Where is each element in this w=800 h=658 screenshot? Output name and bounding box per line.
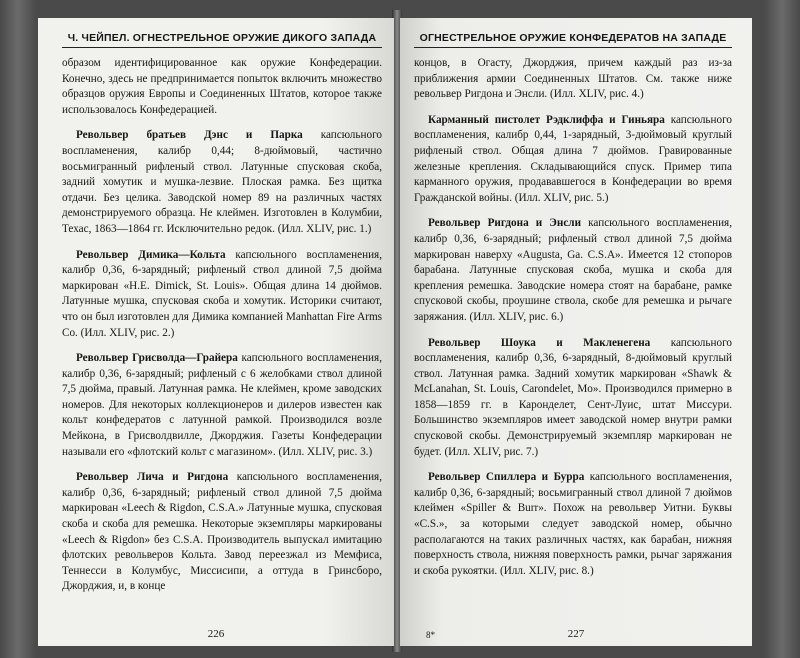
paragraph-title: Револьвер Грисволда—Грайера (76, 352, 238, 365)
left-paragraph-2 (62, 248, 382, 342)
paragraph-text: капсюльного воспламенения, калибр 0,44; 8-дюймовый, частично восьмигранный рифленый ствол. Латунные спусковая скоба, задний хомутик и мушка-лезвие. Плоская рамка. Без щитка отдачи. Без целика. Заводской номер 89 на различных частях демонстрируемого образца. Не клеймен. Изготовлен в Колумбии, Техас, 1863—1864 гг. Исключительно редок. (Илл. XLIV, рис. 1.) (62, 129, 382, 235)
left-page-number: 226 (207, 628, 225, 640)
paragraph-text: капсюльного воспламенения, калибр 0,36, 6-зарядный; рифленый ствол длиной 7,5 дюйма маркирован «H.E. Dimick, St. Louis». Общая длина 14 дюймов. Латунные мушка, спусковая скоба и хомутик. Историки считают, что он был изготовлен для Димика компанией Manhattan Fire Arms Co. (Илл. XLIV, рис. 2.) (62, 248, 383, 339)
right-paragraph-4 (414, 470, 732, 579)
paragraph-text: капсюльного воспламенения, калибр 0,36, 6-зарядный; восьмигранный ствол длиной 7 дюймов клеймен «Spiller & Burr». Похож на револьвер Уитни. Буквы «C.S.», за которыми следует заводской номер, обычно располагаются на таких различных частях, как барабан, нижняя поверхность ствола, нижняя поверхность рамки, рычаг заряжания и скоба рукоятки. (Илл. XLIV, рис. 8.) (414, 471, 732, 577)
left-paragraph-3 (62, 351, 382, 460)
signature-mark: 8* (426, 630, 435, 640)
right-paragraph-2 (414, 216, 732, 325)
left-page (38, 18, 394, 646)
paragraph-title: Револьвер Спиллера и Бурра (428, 471, 585, 484)
right-paragraph-1 (414, 113, 732, 207)
paragraph-title: Револьвер Шоука и Макленегена (428, 336, 651, 349)
right-paragraph-3 (414, 336, 732, 461)
paragraph-title: Карманный пистолет Рэдклиффа и Гиньяра (428, 113, 665, 126)
paragraph-text: капсюльного воспламенения, калибр 0,44, 1-зарядный, 3-дюймовый круглый рифленый ствол. Общая длина 7 дюймов. Гравированные железные крепления. Складывающийся спуск. Пример типа карманного оружия, продававшегося в Конфедерации во время Гражданской войны. (Илл. XLIV, рис. 5.) (414, 113, 732, 204)
paragraph-text: капсюльного воспламенения, калибр 0,36, 6-зарядный; рифленый с 6 желобками ствол длиной 7,5 дюйма, правый. Латунная рамка. Не клеймен, кроме заводских номеров. Для некоторых коллекционеров и дилеров известен как кольт конфедератов с латунной рамкой. Производился возле Мейкона, в Грисволдвилле, Джорджия. Газеты Конфедерации называли его «флотский кольт с магазином». (Илл. XLIV, рис. 3.) (62, 352, 382, 458)
paragraph-title: Револьвер Димика—Кольта (76, 248, 226, 261)
right-page-number: 227 (567, 628, 585, 640)
paragraph-text: образом идентифицированное как оружие Конфедерации. Конечно, здесь не предпринимается попыток включить множество образцов оружия Европы и Соединенных Штатов, которое также использовалось Конфедерацией. (62, 57, 382, 116)
right-page (400, 18, 752, 646)
paragraph-title: Револьвер Ригдона и Энсли (428, 217, 582, 230)
right-paragraph-0 (414, 56, 732, 103)
left-paragraph-4 (62, 470, 382, 595)
paragraph-text: капсюльного воспламенения, калибр 0,36, 6-зарядный; рифленый ствол длиной 7,5 дюйма маркирован «Leech & Rigdon, C.S.A.» Латунные мушка, спусковая скоба и скоба для ремешка. Некоторые экземпляры маркированы «Leech & Rigdon» без C.S.A. Производитель выпускал имитацию флотских револьверов Кольта. Завод переезжал из Мемфиса, Теннесси в Колумбус, Миссисипи, а оттуда в Гринсборо, Джорджия, и, в конце (62, 471, 382, 593)
paragraph-text: капсюльного воспламенения, калибр 0,36, 6-зарядный; рифленый ствол длиной 7,5 дюйма маркирован наверху «Augusta, Ga. C.S.A». Имеется 12 стопоров барабана. Латунные спусковая скоба, мушка и скоба для крепления ремешка. Заводские номера стоят на барабане, рамке спусковой скобы, проушине ствола, скобе для ремешка и рычаге заряжания. (Илл. XLIV, рис. 6.) (414, 217, 732, 323)
paragraph-text: капсюльного воспламенения, калибр 0,36, 6-зарядный, 8-дюймовый круглый ствол. Латунная рамка. Задний хомутик маркирован «Shawk & McLanahan, St. Louis, Carondelet, Mo». Производился примерно в 1858—1859 гг. в Каронделет, Сент-Луис, штат Миссури. Большинство экземпляров имеет заводской номер внутри рамки спусковой скобы. Демонстрируемый экземпляр маркирован не будет. (Илл. XLIV, рис. 7.) (414, 336, 732, 458)
left-running-head: Ч. ЧЕЙПЕЛ. ОГНЕСТРЕЛЬНОЕ ОРУЖИЕ ДИКОГО ЗАПАДА (62, 32, 382, 48)
right-running-head: ОГНЕСТРЕЛЬНОЕ ОРУЖИЕ КОНФЕДЕРАТОВ НА ЗАПАДЕ (414, 32, 732, 48)
left-paragraph-1 (62, 128, 382, 237)
paragraph-text: концов, в Огасту, Джорджия, причем каждый раз из-за приближения армии Соединенных Штатов. См. также ниже револьвер Ригдона и Энсли. (Илл. XLIV, рис. 4.) (414, 57, 732, 101)
paragraph-title: Револьвер Лича и Ригдона (76, 471, 229, 484)
left-paragraph-0 (62, 56, 382, 118)
paragraph-title: Револьвер братьев Дэнс и Парка (76, 129, 303, 142)
